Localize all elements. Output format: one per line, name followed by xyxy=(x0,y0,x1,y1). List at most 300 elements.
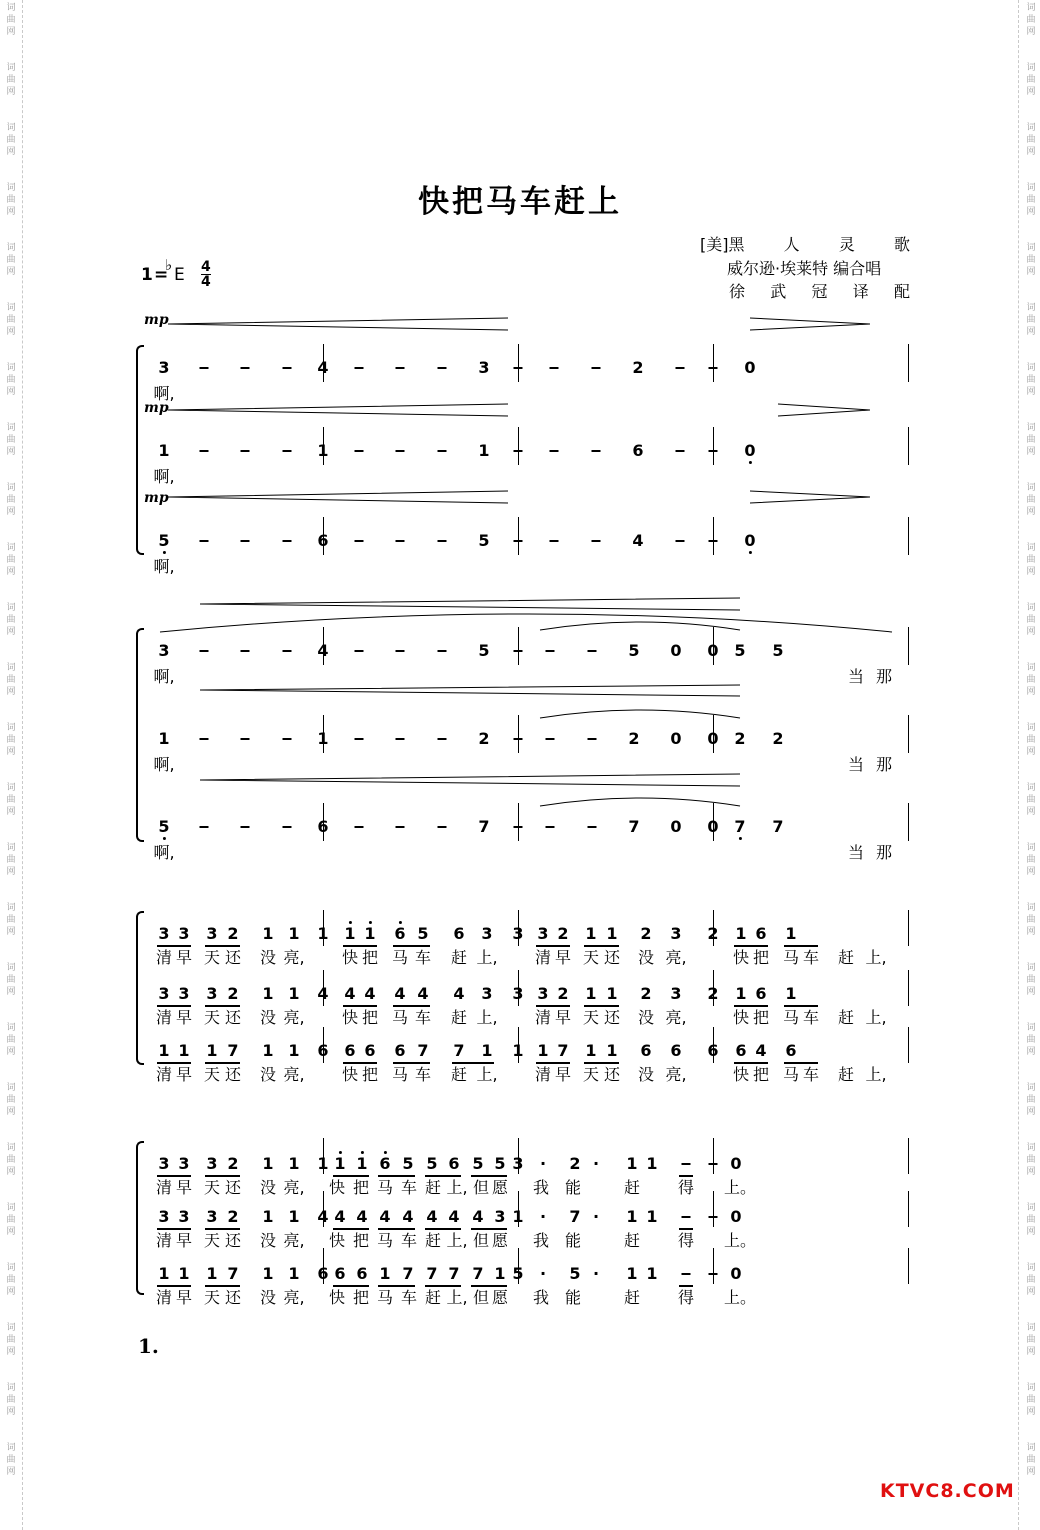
sustain-dash xyxy=(514,367,523,369)
note: 2 xyxy=(640,984,652,1003)
note: 1 xyxy=(626,1207,638,1226)
note: 7 xyxy=(448,1264,460,1283)
note: 6 xyxy=(394,1041,406,1060)
beam-underline xyxy=(425,1228,461,1230)
lyric-syllable: 亮, xyxy=(283,1008,305,1027)
note: 4 xyxy=(356,1207,368,1226)
note: 1 xyxy=(178,1264,190,1283)
lyric-syllable: 啊, xyxy=(153,667,175,686)
beam-underline xyxy=(333,1175,369,1177)
beam-underline xyxy=(205,1228,240,1230)
note: 6 xyxy=(317,817,329,836)
lyric-syllable: 但 xyxy=(472,1288,490,1307)
beam-underline xyxy=(205,1005,240,1007)
beam-underline xyxy=(536,1062,570,1064)
beam-underline xyxy=(378,1285,415,1287)
sustain-dash xyxy=(682,1163,691,1165)
note: 1 xyxy=(537,1041,549,1060)
octave-dot xyxy=(748,551,751,554)
sustain-dash xyxy=(438,826,447,828)
lyric-syllable: 马 xyxy=(391,1065,409,1084)
lyric-syllable: 赶 xyxy=(837,1008,855,1027)
barline xyxy=(518,517,519,555)
sustain-dash xyxy=(241,540,250,542)
lyric-syllable: 上, xyxy=(865,1008,887,1027)
note: 1 xyxy=(785,984,797,1003)
beam-underline xyxy=(425,1285,461,1287)
note: 6 xyxy=(448,1154,460,1173)
edge-watermark: 词 曲 网 xyxy=(1026,363,1036,397)
lyric-syllable: 赶 xyxy=(424,1231,442,1250)
note: 1 xyxy=(262,1207,274,1226)
crescendo-hairpin xyxy=(168,318,508,330)
sustain-dash xyxy=(438,450,447,452)
edge-watermark: 词 曲 网 xyxy=(6,663,16,697)
octave-dot xyxy=(162,837,165,840)
octave-dot xyxy=(162,551,165,554)
lyric-syllable: 当 xyxy=(847,755,865,774)
note: 1 xyxy=(206,1264,218,1283)
note: 5 xyxy=(417,924,429,943)
note: 7 xyxy=(426,1264,438,1283)
lyric-syllable: 天 xyxy=(203,1231,221,1250)
sustain-dash xyxy=(592,450,601,452)
barline xyxy=(518,803,519,841)
beam-underline xyxy=(333,1285,369,1287)
note: 6 xyxy=(364,1041,376,1060)
beam-underline xyxy=(157,945,191,947)
sustain-dash xyxy=(200,367,209,369)
note: 1 xyxy=(262,984,274,1003)
barline xyxy=(908,1248,909,1284)
barline xyxy=(908,517,909,555)
edge-watermark: 词 曲 网 xyxy=(1026,1383,1036,1417)
lyric-syllable: 还 xyxy=(603,1065,621,1084)
note: 1 xyxy=(735,984,747,1003)
lyric-syllable: 把 xyxy=(352,1178,370,1197)
lyric-syllable: 早 xyxy=(175,1288,193,1307)
lyric-syllable: 我 xyxy=(532,1288,550,1307)
sustain-dash xyxy=(200,826,209,828)
note: 3 xyxy=(670,924,682,943)
edge-watermark: 词 曲 网 xyxy=(6,363,16,397)
beam-underline xyxy=(536,1005,570,1007)
note: 1 xyxy=(585,924,597,943)
note: 3 xyxy=(206,924,218,943)
sustain-dash xyxy=(396,450,405,452)
lyric-syllable: 那 xyxy=(875,755,893,774)
beam-underline xyxy=(157,1005,191,1007)
note: 6 xyxy=(735,1041,747,1060)
lyric-syllable: 还 xyxy=(603,948,621,967)
note: 1 xyxy=(585,1041,597,1060)
note: · xyxy=(592,1207,600,1226)
lyric-syllable: 早 xyxy=(175,1178,193,1197)
edge-watermark: 词 曲 网 xyxy=(1026,123,1036,157)
lyric-syllable: 愿 xyxy=(491,1231,509,1250)
edge-watermark: 词 曲 网 xyxy=(6,243,16,277)
note: 1 xyxy=(481,1041,493,1060)
lyric-syllable: 早 xyxy=(175,1008,193,1027)
lyric-syllable: 没 xyxy=(637,948,655,967)
beam-underline xyxy=(679,1285,693,1287)
note: 1 xyxy=(334,1156,345,1172)
phrase-slur xyxy=(160,614,892,632)
edge-watermark: 词 曲 网 xyxy=(6,543,16,577)
note: 1 xyxy=(356,1156,367,1172)
edge-watermark: 词 曲 网 xyxy=(6,1323,16,1357)
note: 1 xyxy=(626,1154,638,1173)
beam-underline xyxy=(157,1062,191,1064)
lyric-syllable: 没 xyxy=(259,1178,277,1197)
lyric-syllable: 啊, xyxy=(153,843,175,862)
lyric-syllable: 还 xyxy=(603,1008,621,1027)
sustain-dash xyxy=(438,650,447,652)
beam-underline xyxy=(205,945,240,947)
edge-watermark: 词 曲 网 xyxy=(6,783,16,817)
note: · xyxy=(539,1264,547,1283)
sustain-dash xyxy=(676,540,685,542)
beam-underline xyxy=(734,1062,768,1064)
sustain-dash xyxy=(676,367,685,369)
crescendo-hairpin xyxy=(168,404,508,416)
note: 2 xyxy=(227,924,239,943)
note: 3 xyxy=(512,984,524,1003)
beam-underline xyxy=(471,1175,507,1177)
note: 3 xyxy=(512,924,524,943)
barline xyxy=(908,970,909,1006)
note: 1 xyxy=(206,1041,218,1060)
note: 1 xyxy=(288,984,300,1003)
note: 4 xyxy=(417,984,429,1003)
note: 7 xyxy=(772,817,784,836)
beam-underline xyxy=(471,1228,507,1230)
lyric-syllable: 清 xyxy=(534,1065,552,1084)
note: 3 xyxy=(206,1154,218,1173)
note: 3 xyxy=(481,984,493,1003)
credit-arranger-text: 威尔逊·埃莱特 编合唱 xyxy=(727,259,882,278)
barline xyxy=(713,517,714,555)
note: 4 xyxy=(448,1207,460,1226)
sustain-dash xyxy=(550,540,559,542)
tie-slur xyxy=(540,622,740,630)
note: 1 xyxy=(735,924,747,943)
note: 1 xyxy=(364,926,375,942)
lyric-syllable: 啊, xyxy=(153,467,175,486)
system-bracket xyxy=(136,1141,144,1295)
sustain-dash xyxy=(438,540,447,542)
note: 6 xyxy=(317,531,329,550)
tie-slur xyxy=(540,710,740,718)
edge-watermark: 词 曲 网 xyxy=(6,963,16,997)
note: 5 xyxy=(569,1264,581,1283)
edge-watermark: 词 曲 网 xyxy=(1026,603,1036,637)
lyric-syllable: 清 xyxy=(155,948,173,967)
octave-dot xyxy=(360,1151,363,1154)
lyric-syllable: 快 xyxy=(732,1008,750,1027)
lyric-syllable: 马 xyxy=(376,1178,394,1197)
note: 7 xyxy=(734,819,745,835)
lyric-syllable: 把 xyxy=(361,1008,379,1027)
lyric-syllable: 早 xyxy=(554,948,572,967)
lyric-syllable: 但 xyxy=(472,1231,490,1250)
note: 2 xyxy=(227,984,239,1003)
note: 5 xyxy=(478,531,490,550)
note: 5 xyxy=(772,641,784,660)
note: 6 xyxy=(317,1041,329,1060)
lyric-syllable: 亮, xyxy=(283,1231,305,1250)
edge-watermark: 词 曲 网 xyxy=(1026,543,1036,577)
lyric-syllable: 那 xyxy=(875,667,893,686)
note: 1 xyxy=(606,924,618,943)
lyric-syllable: 能 xyxy=(564,1231,582,1250)
lyric-syllable: 把 xyxy=(752,948,770,967)
note: 0 xyxy=(730,1264,742,1283)
note: 4 xyxy=(402,1207,414,1226)
lyric-syllable: 我 xyxy=(532,1231,550,1250)
note: 1 xyxy=(178,1041,190,1060)
note: 2 xyxy=(227,1154,239,1173)
tie-slur xyxy=(540,798,740,806)
credit-char: 译 xyxy=(852,282,869,301)
lyric-syllable: 上, xyxy=(446,1231,468,1250)
barline xyxy=(908,627,909,665)
lyric-syllable: 快 xyxy=(328,1178,346,1197)
beam-underline xyxy=(157,1285,191,1287)
sustain-dash xyxy=(200,540,209,542)
note: 2 xyxy=(734,729,746,748)
decrescendo-hairpin xyxy=(750,491,870,503)
note: 4 xyxy=(426,1207,438,1226)
lyric-syllable: 把 xyxy=(752,1008,770,1027)
sustain-dash xyxy=(283,450,292,452)
time-top: 4 xyxy=(201,259,211,275)
lyric-syllable: 马 xyxy=(782,1008,800,1027)
note: 1 xyxy=(317,924,329,943)
note: 0 xyxy=(670,729,682,748)
note: 0 xyxy=(670,817,682,836)
lyric-syllable: 天 xyxy=(203,1178,221,1197)
edge-watermark: 词 曲 网 xyxy=(1026,1143,1036,1177)
lyric-syllable: 车 xyxy=(802,1008,820,1027)
edge-watermark: 词 曲 网 xyxy=(6,603,16,637)
note: 2 xyxy=(227,1207,239,1226)
crescendo-hairpin xyxy=(200,598,740,610)
sustain-dash xyxy=(200,650,209,652)
note: 1 xyxy=(158,1264,170,1283)
edge-watermark: 词 曲 网 xyxy=(6,1023,16,1057)
lyric-syllable: 马 xyxy=(391,1008,409,1027)
note: 7 xyxy=(227,1041,239,1060)
note: 1 xyxy=(317,729,329,748)
note: 0 xyxy=(670,641,682,660)
note: 1 xyxy=(646,1264,658,1283)
edge-watermark: 词 曲 网 xyxy=(6,843,16,877)
note: 7 xyxy=(453,1041,465,1060)
lyric-syllable: 车 xyxy=(400,1288,418,1307)
octave-dot xyxy=(348,921,351,924)
note: 4 xyxy=(317,984,329,1003)
sustain-dash xyxy=(283,826,292,828)
note: 3 xyxy=(158,924,170,943)
edge-watermark: 词 曲 网 xyxy=(1026,63,1036,97)
sustain-dash xyxy=(709,1163,718,1165)
note: 5 xyxy=(426,1154,438,1173)
sustain-dash xyxy=(514,540,523,542)
lyric-syllable: 马 xyxy=(376,1231,394,1250)
note: 0 xyxy=(730,1154,742,1173)
sustain-dash xyxy=(355,650,364,652)
credit-char: 配 xyxy=(893,282,910,301)
note: 1 xyxy=(262,1041,274,1060)
lyric-syllable: 赶 xyxy=(623,1178,641,1197)
edge-watermark: 词 曲 网 xyxy=(1026,1203,1036,1237)
lyric-syllable: 早 xyxy=(175,948,193,967)
lyric-syllable: 早 xyxy=(175,1231,193,1250)
edge-watermark: 词 曲 网 xyxy=(1026,1023,1036,1057)
lyric-syllable: 赶 xyxy=(424,1288,442,1307)
lyric-syllable: 天 xyxy=(582,1008,600,1027)
lyric-syllable: 早 xyxy=(175,1065,193,1084)
lyric-syllable: 亮, xyxy=(283,1065,305,1084)
lyric-syllable: 清 xyxy=(155,1008,173,1027)
lyric-syllable: 上, xyxy=(865,948,887,967)
sustain-dash xyxy=(550,367,559,369)
lyric-syllable: 上, xyxy=(446,1288,468,1307)
lyric-syllable: 能 xyxy=(564,1288,582,1307)
lyric-syllable: 还 xyxy=(224,1288,242,1307)
sustain-dash xyxy=(355,450,364,452)
beam-underline xyxy=(584,1005,619,1007)
beam-underline xyxy=(157,1175,191,1177)
note: 1 xyxy=(288,1207,300,1226)
sustain-dash xyxy=(396,738,405,740)
note: 1 xyxy=(262,924,274,943)
edge-watermark: 词 曲 网 xyxy=(1026,3,1036,37)
sustain-dash xyxy=(355,367,364,369)
sustain-dash xyxy=(283,738,292,740)
key-eq: = xyxy=(154,265,169,285)
beam-underline xyxy=(784,1005,818,1007)
note: 3 xyxy=(494,1207,506,1226)
beam-underline xyxy=(679,1175,693,1177)
system-bracket xyxy=(136,911,144,1065)
note: 4 xyxy=(317,1207,329,1226)
edge-watermark: 词 曲 网 xyxy=(6,1083,16,1117)
lyric-syllable: 啊, xyxy=(153,755,175,774)
note: 2 xyxy=(772,729,784,748)
note: 4 xyxy=(379,1207,391,1226)
note: 6 xyxy=(640,1041,652,1060)
note: 3 xyxy=(178,1207,190,1226)
lyric-syllable: 得 xyxy=(677,1288,695,1307)
barline xyxy=(713,1191,714,1227)
note: 3 xyxy=(158,1154,170,1173)
sustain-dash xyxy=(592,540,601,542)
sustain-dash xyxy=(709,450,718,452)
beam-underline xyxy=(425,1175,461,1177)
edge-watermark: 词 曲 网 xyxy=(1026,423,1036,457)
lyric-syllable: 清 xyxy=(155,1288,173,1307)
site-watermark: KTVC8.COM xyxy=(880,1480,1015,1502)
edge-watermark: 词 曲 网 xyxy=(1026,1323,1036,1357)
sustain-dash xyxy=(709,367,718,369)
lyric-syllable: 天 xyxy=(203,1065,221,1084)
sustain-dash xyxy=(438,738,447,740)
lyric-syllable: 得 xyxy=(677,1178,695,1197)
barline xyxy=(908,803,909,841)
lyric-syllable: 快 xyxy=(341,1008,359,1027)
beam-underline xyxy=(584,945,619,947)
lyric-syllable: 快 xyxy=(732,1065,750,1084)
note: 0 xyxy=(730,1207,742,1226)
beam-underline xyxy=(343,1005,377,1007)
edge-watermark: 词 曲 网 xyxy=(1026,1083,1036,1117)
edge-watermark: 词 曲 网 xyxy=(6,183,16,217)
note: 6 xyxy=(453,924,465,943)
barline xyxy=(713,427,714,465)
note: 4 xyxy=(755,1041,767,1060)
lyric-syllable: 天 xyxy=(203,1008,221,1027)
beam-underline xyxy=(343,945,377,947)
lyric-syllable: 天 xyxy=(203,1288,221,1307)
note: 5 xyxy=(158,533,169,549)
note: 2 xyxy=(557,984,569,1003)
lyric-syllable: 车 xyxy=(414,1008,432,1027)
lyric-syllable: 上, xyxy=(476,1008,498,1027)
dynamic-mark: mp xyxy=(144,312,169,328)
note: 1 xyxy=(606,1041,618,1060)
sustain-dash xyxy=(514,738,523,740)
edge-watermark: 词 曲 网 xyxy=(1026,183,1036,217)
note: 1 xyxy=(606,984,618,1003)
lyric-syllable: 马 xyxy=(391,948,409,967)
note: 1 xyxy=(288,1041,300,1060)
beam-underline xyxy=(157,1228,191,1230)
beam-underline xyxy=(471,1285,507,1287)
system-bracket xyxy=(136,628,144,842)
beam-underline xyxy=(378,1228,415,1230)
beam-underline xyxy=(378,1175,415,1177)
lyric-syllable: 赶 xyxy=(623,1288,641,1307)
edge-watermark: 词 曲 网 xyxy=(6,1443,16,1477)
sustain-dash xyxy=(588,826,597,828)
note: 6 xyxy=(670,1041,682,1060)
note: 1 xyxy=(262,1154,274,1173)
note: 1 xyxy=(512,1207,524,1226)
edge-watermark: 词 曲 网 xyxy=(6,903,16,937)
lyric-syllable: 但 xyxy=(472,1178,490,1197)
lyric-syllable: 上。 xyxy=(723,1231,757,1250)
credit-prefix: [美] xyxy=(700,235,729,254)
lyric-syllable: 得 xyxy=(677,1231,695,1250)
beam-underline xyxy=(393,1005,430,1007)
beam-underline xyxy=(734,945,768,947)
note: · xyxy=(592,1154,600,1173)
note: 0 xyxy=(707,729,719,748)
note: 3 xyxy=(158,641,170,660)
note: 6 xyxy=(755,924,767,943)
note: 1 xyxy=(494,1264,506,1283)
credit-char: 人 xyxy=(783,235,800,254)
sustain-dash xyxy=(200,450,209,452)
lyric-syllable: 清 xyxy=(155,1178,173,1197)
note: 3 xyxy=(206,1207,218,1226)
sustain-dash xyxy=(676,450,685,452)
lyric-syllable: 把 xyxy=(752,1065,770,1084)
note: 5 xyxy=(472,1154,484,1173)
lyric-syllable: 亮, xyxy=(665,1008,687,1027)
